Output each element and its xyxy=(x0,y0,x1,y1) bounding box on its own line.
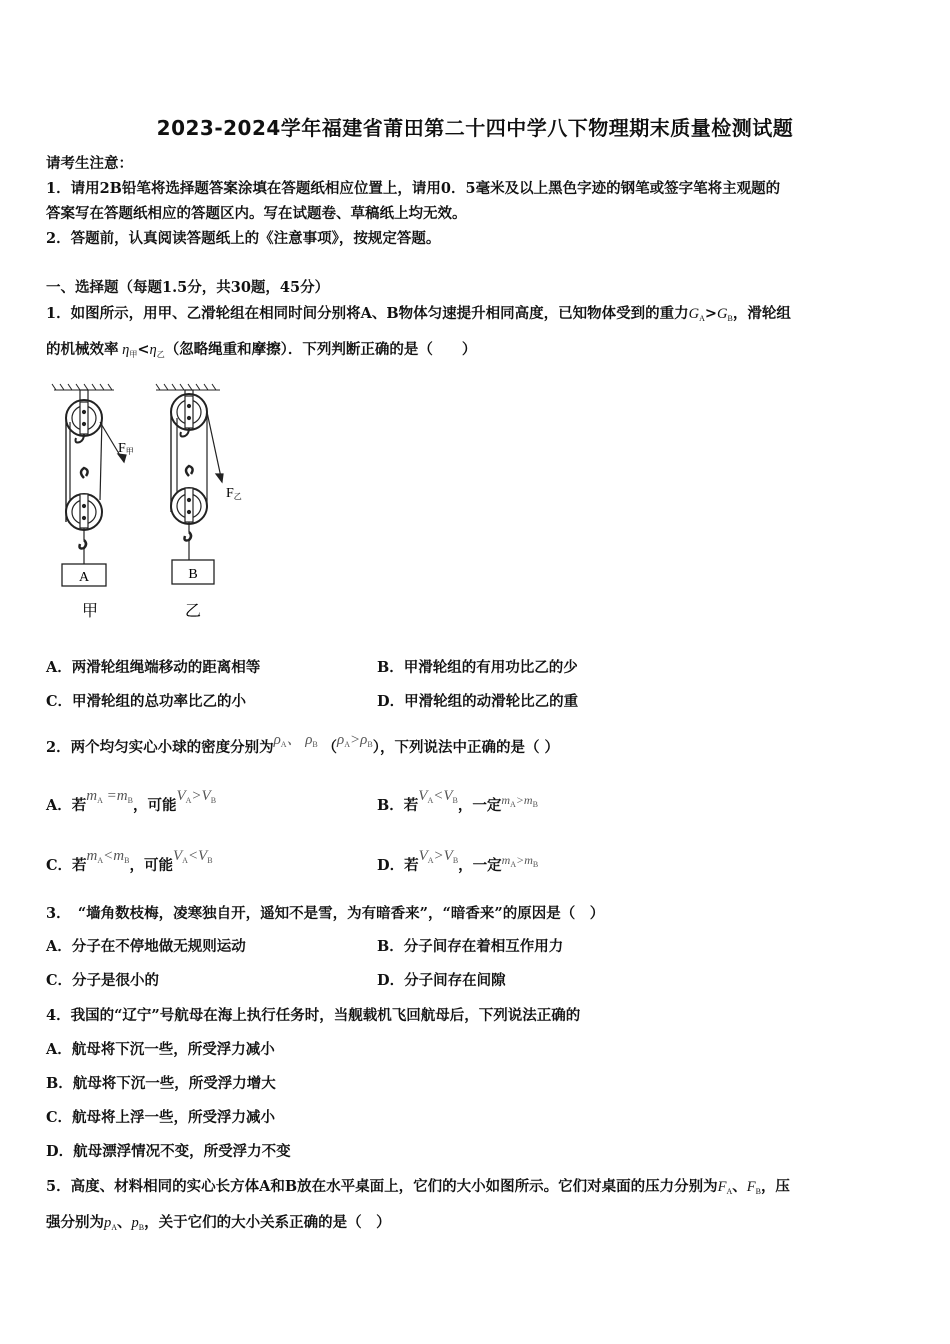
q1-text-b: ，滑轮组 xyxy=(732,305,791,322)
q1-eta-yi: $\eta_乙$ xyxy=(149,342,165,359)
q1-stem-line-2: 的机械效率 $\eta_甲<\eta_乙$（忽略绳重和摩擦）．下列判断正确的是（ ） xyxy=(46,341,477,359)
force-jia-label: F甲 xyxy=(118,441,134,456)
box-a-label: A xyxy=(78,570,90,585)
q2-condition: $\rho_A>\rho_B$ xyxy=(337,732,373,749)
notice-line-2: 答案写在答题纸相应的答题区内。写在试题卷、草稿纸上均无效。 xyxy=(46,205,467,222)
q4-option-b[interactable]: B．航母将下沉一些，所受浮力增大 xyxy=(46,1075,276,1092)
q2-stem: 2．两个均匀实心小球的密度分别为$\rho_A$、 $\rho_B$ $(\rho_A>\rho_B)$，下列说法中正确的是（ ） xyxy=(46,732,560,756)
ceiling-yi xyxy=(156,384,220,390)
label-yi: 乙 xyxy=(184,601,202,620)
q1-option-d[interactable]: D．甲滑轮组的动滑轮比乙的重 xyxy=(377,693,579,710)
q1-gt: > xyxy=(704,305,718,322)
page-title: 2023-2024学年福建省莆田第二十四中学八下物理期末质量检测试题 xyxy=(156,116,794,140)
q5-stem-line-2: 强分别为$p_A$、$p_B$，关于它们的大小关系正确的是（ ） xyxy=(46,1214,391,1232)
q1-weight-b: $G_B$ xyxy=(717,306,733,323)
q2-option-a[interactable]: A．若$m_A =m_B$，可能$V_A>V_B$ xyxy=(46,788,217,814)
q3-option-b[interactable]: B．分子间存在着相互作用力 xyxy=(377,938,564,955)
q1-option-c[interactable]: C．甲滑轮组的总功率比乙的小 xyxy=(46,693,247,710)
q5-force-b: $F_B$ xyxy=(746,1179,761,1196)
q2-rho-a: $\rho_A$ xyxy=(273,732,287,749)
force-yi-label: F乙 xyxy=(226,486,242,501)
pulley-system-yi xyxy=(171,390,223,584)
q1-option-a[interactable]: A．两滑轮组绳端移动的距离相等 xyxy=(46,659,261,676)
q2-rho-b: $\rho_B$ xyxy=(305,732,318,749)
q4-option-d[interactable]: D．航母漂浮情况不变，所受浮力不变 xyxy=(46,1143,291,1160)
q3-stem: 3． “墙角数枝梅，凌寒独自开，遥知不是雪，为有暗香来”，“暗香来”的原因是（ ） xyxy=(46,905,605,922)
q5-pressure-a: $p_A$ xyxy=(104,1215,118,1232)
q2-option-b[interactable]: B．若$V_A<V_B$，一定$^{m_A>m_B}$ xyxy=(377,788,538,814)
q4-option-a[interactable]: A．航母将下沉一些，所受浮力减小 xyxy=(46,1041,275,1058)
q2-option-c[interactable]: C．若$m_A<m_B$，可能$V_A<V_B$ xyxy=(46,848,213,874)
q4-option-c[interactable]: C．航母将上浮一些，所受浮力减小 xyxy=(46,1109,276,1126)
pulley-figure xyxy=(50,382,280,627)
q1-stem-line-1 xyxy=(46,302,791,323)
q5-force-a: $F_A$ xyxy=(717,1179,733,1196)
section-heading: 一、选择题（每题1.5分，共30题，45分） xyxy=(46,279,330,296)
q3-option-d[interactable]: D．分子间存在间隙 xyxy=(377,972,506,989)
ceiling-jia xyxy=(52,384,114,390)
q5-stem-line-1: 5．高度、材料相同的实心长方体A和B放在水平桌面上，它们的大小如图所示。它们对桌面的压力分别为$F_A$、$F_B$，压 xyxy=(46,1178,790,1196)
notice-line-1: 1．请用2B铅笔将选择题答案涂填在答题纸相应位置上，请用0．5毫米及以上黑色字迹的钢笔或签字笔将主观题的 xyxy=(46,180,781,197)
q1-weight-a: $G_A$ xyxy=(688,306,705,323)
q3-option-a[interactable]: A．分子在不停地做无规则运动 xyxy=(46,938,246,955)
q3-option-c[interactable]: C．分子是很小的 xyxy=(46,972,160,989)
q1-text-a: 1．如图所示，用甲、乙滑轮组在相同时间分别将A、B物体匀速提升相同高度，已知物体受到的重力 xyxy=(46,305,689,322)
pulley-system-jia xyxy=(62,390,126,586)
q4-stem: 4．我国的“辽宁”号航母在海上执行任务时，当舰载机飞回航母后，下列说法正确的 xyxy=(46,1007,581,1024)
box-b-label: B xyxy=(188,567,198,582)
q1-option-b[interactable]: B．甲滑轮组的有用功比乙的少 xyxy=(377,659,578,676)
q1-eta-jia: $\eta_甲$ xyxy=(122,342,138,359)
notice-heading: 请考生注意： xyxy=(46,155,133,172)
label-jia: 甲 xyxy=(81,601,99,620)
q2-option-d[interactable]: D．若$V_A>V_B$，一定$^{m_A>m_B}$ xyxy=(377,848,539,874)
notice-line-3: 2．答题前，认真阅读答题纸上的《注意事项》，按规定答题。 xyxy=(46,230,441,247)
q5-pressure-b: $p_B$ xyxy=(131,1215,145,1232)
